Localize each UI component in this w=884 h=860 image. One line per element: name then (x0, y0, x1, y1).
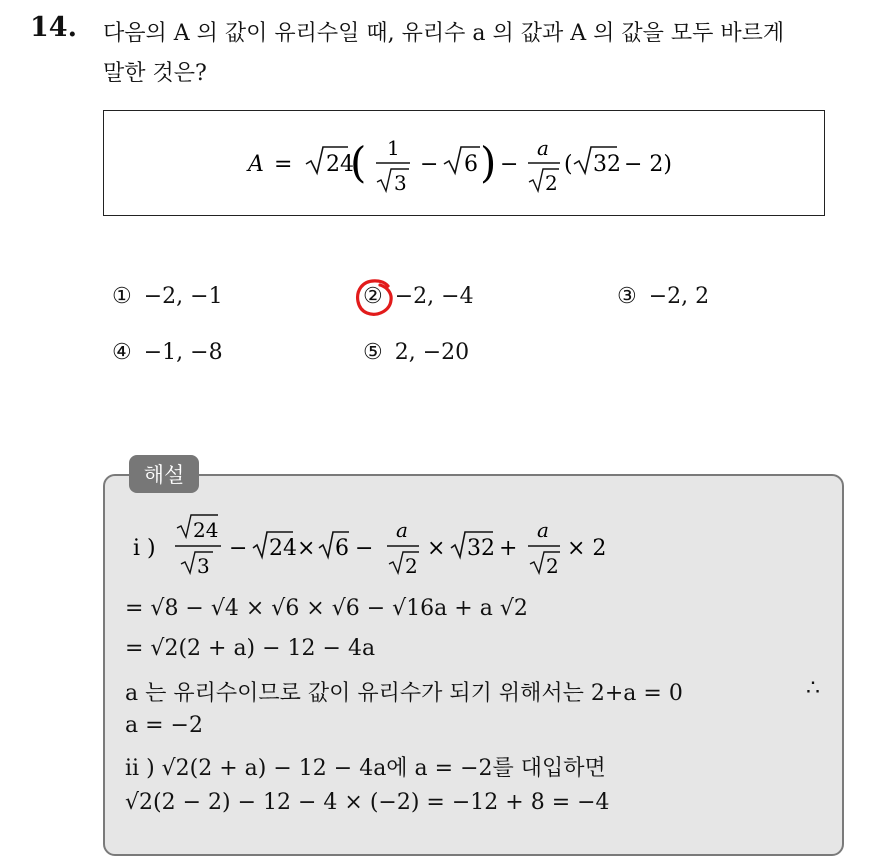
formula-close-paren: ) (480, 138, 497, 187)
choice-2-mark: ② (363, 284, 383, 309)
svg-text:−: − (355, 536, 374, 561)
choice-4[interactable] (112, 340, 223, 365)
formula-rad-3: 3 (394, 171, 407, 195)
formula-minus-2: − (500, 152, 519, 177)
formula-open-paren-2: ( (564, 152, 573, 177)
choice-3-mark: ③ (617, 284, 637, 309)
choice-1[interactable] (112, 284, 223, 309)
svg-text:a: a (396, 518, 408, 542)
svg-text:×: × (427, 536, 446, 561)
solution-line-2: = √8 − √4 × √6 × √6 − √16a + a √2 (125, 596, 528, 621)
formula-box (103, 110, 825, 216)
formula-rad-32: 32 (593, 152, 621, 177)
red-circle-stroke (358, 281, 392, 314)
choice-5-text: 2, −20 (394, 340, 470, 365)
solution-step1-label: ⅰ ) (133, 536, 156, 561)
choice-2-text: −2, −4 (394, 284, 474, 309)
solution-line-5: a = −2 (125, 713, 203, 738)
choice-1-text: −2, −1 (143, 284, 223, 309)
solution-line-4: a 는 유리수이므로 값이 유리수가 되기 위해서는 2+a = 0 (125, 681, 683, 706)
svg-text:3: 3 (197, 554, 210, 578)
formula-tail: − 2) (624, 152, 673, 177)
choice-5-mark: ⑤ (363, 340, 383, 365)
svg-text:24: 24 (193, 518, 219, 542)
solution-tag: 해설 (129, 455, 199, 493)
question-number: 14. (30, 12, 77, 43)
svg-text:32: 32 (467, 536, 495, 561)
svg-text:24: 24 (269, 536, 297, 561)
svg-text:a: a (537, 518, 549, 542)
svg-text:×: × (297, 536, 316, 561)
question-line-1: 다음의 A 의 값이 유리수일 때, 유리수 a 의 값과 A 의 값을 모두 바르게 (103, 21, 785, 46)
svg-text:2: 2 (546, 554, 559, 578)
svg-text:+: + (499, 536, 518, 561)
choice-1-mark: ① (112, 284, 132, 309)
question-line-2: 말한 것은? (103, 61, 207, 86)
solution-line-1 (125, 512, 645, 592)
solution-step1-expression (125, 512, 645, 586)
formula-rad-24: 24 (326, 152, 354, 177)
formula-equals: = (274, 152, 293, 177)
svg-text:6: 6 (335, 536, 349, 561)
solution-line-3: = √2(2 + a) − 12 − 4a (125, 636, 376, 661)
solution-line-7: √2(2 − 2) − 12 − 4 × (−2) = −12 + 8 = −4 (125, 790, 610, 815)
choice-4-text: −1, −8 (143, 340, 223, 365)
choice-3-text: −2, 2 (648, 284, 710, 309)
solution-line-6: ⅱ ) √2(2 + a) − 12 − 4a에 a = −2를 대입하면 (125, 756, 606, 781)
formula-minus-1: − (420, 152, 439, 177)
choice-4-mark: ④ (112, 340, 132, 365)
question-text (103, 14, 873, 94)
choice-3[interactable] (617, 284, 709, 309)
formula-var-a: a (537, 136, 549, 160)
answer-circle-annotation (354, 276, 396, 318)
formula-lhs: A (248, 152, 264, 177)
formula-rad-2: 2 (545, 171, 558, 195)
choice-5[interactable] (363, 340, 469, 365)
svg-text:−: − (229, 536, 248, 561)
svg-text:2: 2 (405, 554, 418, 578)
formula-expression (104, 111, 823, 214)
formula-open-paren: ( (350, 138, 367, 187)
svg-text:× 2: × 2 (567, 536, 607, 561)
therefore-symbol: ∴ (806, 676, 820, 701)
formula-rad-6: 6 (464, 152, 478, 177)
formula-frac-numerator: 1 (387, 136, 400, 160)
